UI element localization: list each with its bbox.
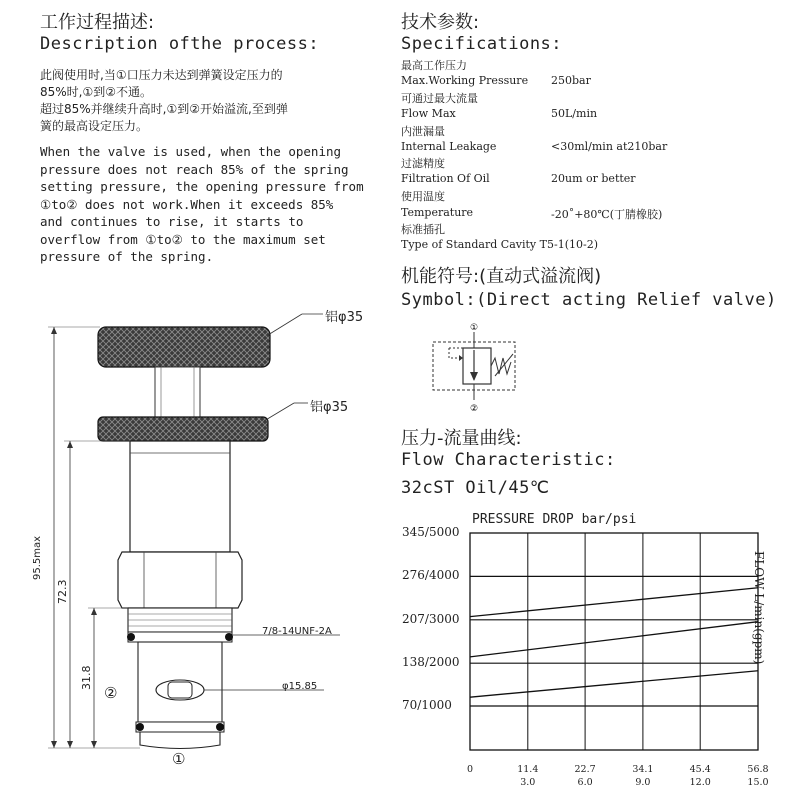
nut-label: 铝φ35 xyxy=(310,400,349,415)
spec-cn-label: 最高工作压力 xyxy=(401,59,467,72)
process-en-line: and continues to rise, it starts to xyxy=(40,214,304,229)
dim-total-label: 95.5max xyxy=(32,535,43,580)
x-tick-label: 11.4 xyxy=(517,764,539,775)
x-tick-label-gpm: 9.0 xyxy=(635,777,651,788)
chart-series-line-2 xyxy=(470,622,758,657)
x-tick-label-gpm: 6.0 xyxy=(577,777,593,788)
chart-series-line-1 xyxy=(470,588,758,617)
spec-cn-label: 使用温度 xyxy=(401,190,445,203)
spec-value: <30ml/min at210bar xyxy=(551,140,668,153)
spec-value: 50L/min xyxy=(551,107,598,120)
dim-lower-wrap xyxy=(80,664,100,704)
process-en-line: setting pressure, the opening pressure from xyxy=(40,179,364,194)
port-1-label: ① xyxy=(172,750,186,768)
spec-label: Filtration Of Oil xyxy=(401,172,490,185)
chart-ylabel: FLOW L/min(gpm) xyxy=(752,551,766,665)
diameter-label: φ15.85 xyxy=(282,681,318,692)
process-en-line: pressure of the spring. xyxy=(40,249,214,264)
spec-cn-label: 可通过最大流量 xyxy=(401,92,478,105)
specs-title-en: Specifications: xyxy=(401,34,563,54)
x-tick-label: 22.7 xyxy=(574,764,596,775)
flow-title-en: Flow Characteristic: xyxy=(401,450,616,470)
spec-cn-label: 标准插孔 xyxy=(401,223,445,236)
spec-value: 250bar xyxy=(551,74,591,87)
chart-series-line-3 xyxy=(470,671,758,697)
spec-value: 20um or better xyxy=(551,172,636,185)
knurled-knob xyxy=(98,327,270,367)
flow-title-cn: 压力-流量曲线: xyxy=(401,428,522,449)
spec-label: Internal Leakage xyxy=(401,140,497,153)
dim-body-wrap xyxy=(56,580,76,620)
valve-drawing xyxy=(40,290,400,795)
spec-cn-label: 内泄漏量 xyxy=(401,125,445,138)
dim-total-wrap xyxy=(30,520,50,600)
knob-label: 铝φ35 xyxy=(325,310,364,325)
spec-value: T5-1(10-2) xyxy=(539,238,598,251)
y-tick-label: 345/5000 xyxy=(402,525,460,539)
spec-value: -20˚+80℃(丁腈橡胶) xyxy=(551,208,663,221)
process-cn-line: 簧的最高设定压力。 xyxy=(40,119,149,133)
symbol-title-cn: 机能符号:(直动式溢流阀) xyxy=(401,266,602,287)
y-tick-label: 207/3000 xyxy=(402,611,460,626)
x-tick-label: 56.8 xyxy=(747,764,769,775)
process-cn-line: 此阀使用时,当①口压力未达到弹簧设定压力的 xyxy=(40,68,283,82)
symbol-port-top: ① xyxy=(469,323,479,333)
specs-title-cn: 技术参数: xyxy=(401,12,480,33)
symbol-port-bottom: ② xyxy=(469,404,479,414)
spec-label-text: Type of Standard Cavity xyxy=(401,238,537,251)
flow-oil: 32cST Oil/45℃ xyxy=(401,478,550,498)
port-2-label: ② xyxy=(104,684,118,702)
process-title-en: Description ofthe process: xyxy=(40,34,320,54)
y-tick-label: 276/4000 xyxy=(402,568,460,583)
process-en-line: ①to② does not work.When it exceeds 85% xyxy=(40,196,334,212)
process-title-cn: 工作过程描述: xyxy=(40,12,155,33)
spec-label: Max.Working Pressure xyxy=(401,74,529,87)
y-tick-label: 70/1000 xyxy=(402,697,452,712)
dim-body-label: 72.3 xyxy=(56,579,69,604)
y-tick-label: 138/2000 xyxy=(402,655,460,670)
x-tick-label-gpm: 15.0 xyxy=(747,777,769,788)
x-tick-label-gpm: 3.0 xyxy=(520,777,536,788)
spec-label: Flow Max xyxy=(401,107,456,120)
process-en-line: overflow from ①to② to the maximum set xyxy=(40,231,326,247)
symbol-title-en: Symbol:(Direct acting Relief valve) xyxy=(401,290,777,310)
x-tick-label: 45.4 xyxy=(689,764,711,775)
chart-frame xyxy=(470,533,758,750)
x-tick-label: 34.1 xyxy=(632,764,654,775)
knurled-lock-nut xyxy=(98,417,268,441)
chart-title: PRESSURE DROP bar/psi xyxy=(472,512,637,527)
process-en-line: When the valve is used, when the opening xyxy=(40,144,342,159)
process-en-line: pressure does not reach 85% of the spring xyxy=(40,161,349,177)
process-cn-line: 超过85%并继续升高时,①到②开始溢流,至到弹 xyxy=(40,102,288,116)
x-tick-label-gpm: 12.0 xyxy=(689,777,711,788)
process-cn-line: 85%时,①到②不通。 xyxy=(40,85,153,99)
x-tick-label: 0 xyxy=(466,764,474,775)
dim-lower-label: 31.8 xyxy=(80,665,93,690)
spec-label: Temperature xyxy=(401,206,474,219)
chart-ylabel-wrap xyxy=(742,551,772,751)
spec-cn-label: 过滤精度 xyxy=(401,157,445,170)
hex-nut xyxy=(118,552,242,608)
thread-label: 7/8-14UNF-2A xyxy=(262,626,332,637)
